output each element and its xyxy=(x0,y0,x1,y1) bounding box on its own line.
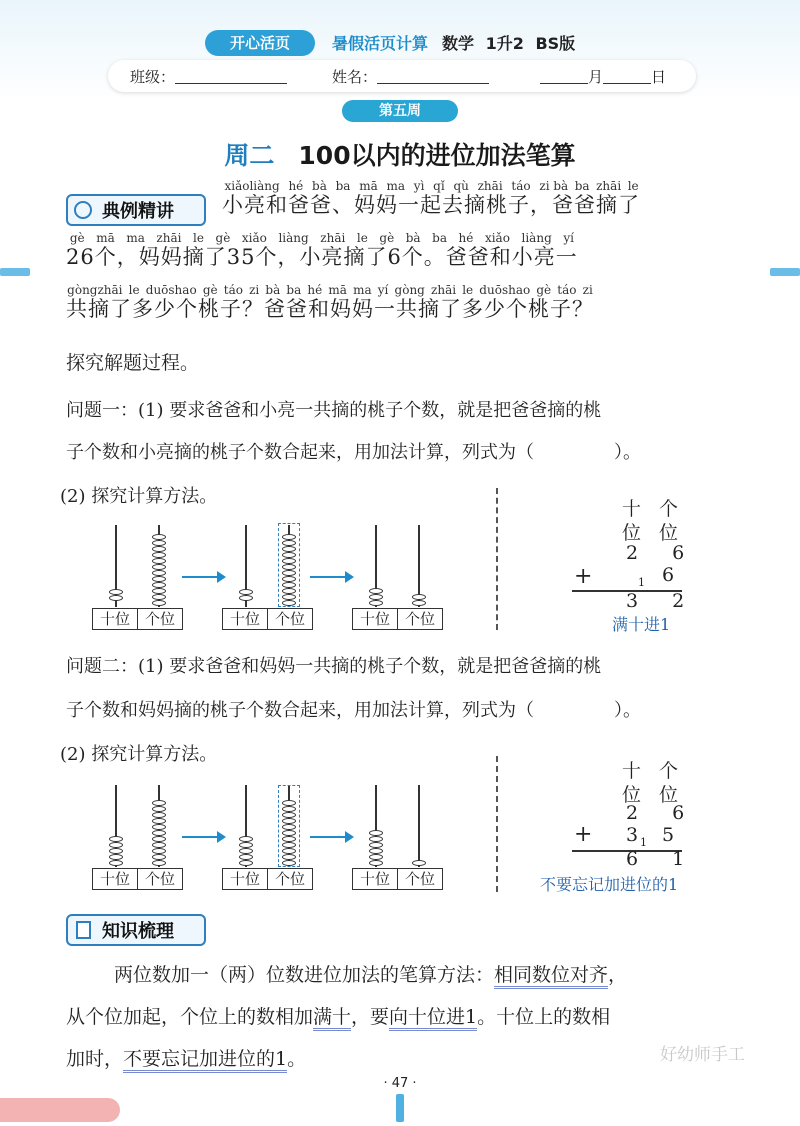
abacus-bead xyxy=(282,854,296,860)
abacus-bead xyxy=(152,860,166,866)
abacus-bead xyxy=(109,848,123,854)
abacus-ones-label: 个位 xyxy=(397,868,443,890)
class-field[interactable] xyxy=(130,66,287,87)
abacus-bead xyxy=(152,546,166,552)
abacus-tens-label: 十位 xyxy=(352,608,398,630)
example-line-1 xyxy=(222,180,742,219)
knowledge-text: ， xyxy=(608,964,628,986)
day-label: 日 xyxy=(651,68,667,86)
book-meta xyxy=(442,31,575,54)
q2-calc-result: 6 1 xyxy=(626,848,699,870)
title-day: 周二 xyxy=(224,141,275,170)
abacus-ones-label: 个位 xyxy=(267,868,313,890)
abacus-bead xyxy=(412,600,426,606)
example-pinyin-2: gè mā ma zhāi le gè xiǎo liàng zhāi le gè bà ba hé xiǎo liàng yí xyxy=(66,231,578,245)
q2-calc-top: 2 6 xyxy=(626,802,699,824)
q2-close-paren: ）。 xyxy=(614,700,641,721)
abacus-bead xyxy=(282,546,296,552)
abacus-bead xyxy=(152,558,166,564)
abacus-bead xyxy=(369,594,383,600)
q1-close-paren: ）。 xyxy=(614,442,641,463)
month-label: 月 xyxy=(588,68,604,86)
abacus-bead xyxy=(369,588,383,594)
knowledge-line-2 xyxy=(66,1002,756,1029)
example-text-1a: 小亮和爸爸、妈妈一起去摘桃子， xyxy=(222,193,552,217)
abacus-bead xyxy=(282,842,296,848)
day-blank[interactable] xyxy=(603,67,651,84)
q2-calc-mid-ones: 5 xyxy=(662,824,675,846)
abacus-tens-label: 十位 xyxy=(222,868,268,890)
notebook-icon xyxy=(76,921,91,939)
abacus-bead xyxy=(152,806,166,812)
abacus-bead xyxy=(282,824,296,830)
abacus-tens-label: 十位 xyxy=(352,868,398,890)
abacus-bead xyxy=(282,818,296,824)
q2-calc-carry: 1 xyxy=(640,836,647,849)
abacus-bead xyxy=(109,836,123,842)
abacus-bead xyxy=(282,830,296,836)
q2-sub2: (2) 探究计算方法。 xyxy=(60,744,218,765)
arrow-icon xyxy=(182,836,224,838)
watermark-text: 好幼师手工 xyxy=(660,1045,745,1065)
divider xyxy=(496,488,498,630)
example-text-3: 共摘了多少个桃子？爸爸和妈妈一共摘了多少个桃子？ xyxy=(66,297,594,321)
abacus-ones-label: 个位 xyxy=(137,868,183,890)
logo-text: 开心活页 xyxy=(229,34,290,52)
abacus-ones-label: 个位 xyxy=(397,608,443,630)
q1-line-2-text: 子个数和小亮摘的桃子个数合起来，用加法计算，列式为（ xyxy=(66,442,534,463)
abacus-bead xyxy=(152,854,166,860)
abacus-bead xyxy=(109,860,123,866)
example-pinyin-1b: bà ba zhāi le xyxy=(552,179,640,193)
q1-calc-result: 3 2 xyxy=(626,590,699,612)
name-field[interactable] xyxy=(332,66,489,87)
abacus-bead xyxy=(282,558,296,564)
abacus-bead xyxy=(152,836,166,842)
q1-calc-bottom: 6 xyxy=(662,564,675,586)
abacus-bead xyxy=(369,848,383,854)
q2-calc-mid-tens: 3 xyxy=(626,824,639,846)
page-number: · 47 · xyxy=(383,1076,417,1091)
abacus-bead xyxy=(412,860,426,866)
knowledge-text: 两位数加一（两）位数进位加法的笔算方法： xyxy=(114,964,495,986)
abacus-bead xyxy=(282,600,296,606)
q1-calc-carry: 1 xyxy=(638,576,645,589)
abacus-bead xyxy=(239,860,253,866)
abacus-bead xyxy=(282,800,296,806)
example-pinyin-1a: xiǎoliàng hé bà ba mā ma yì qǐ qù zhāi táo zi xyxy=(222,179,552,193)
abacus-bead xyxy=(152,830,166,836)
class-blank[interactable] xyxy=(175,67,287,84)
edition: BS版 xyxy=(535,34,576,53)
abacus-bead xyxy=(152,570,166,576)
divider xyxy=(496,756,498,892)
abacus-bead xyxy=(282,836,296,842)
abacus-bead xyxy=(369,854,383,860)
knowledge-tag xyxy=(66,914,206,946)
q1-calc-head-2: 位 位 xyxy=(622,522,685,544)
abacus-bead xyxy=(109,842,123,848)
abacus-tens-label: 十位 xyxy=(92,608,138,630)
q2-line-2-text: 子个数和妈妈摘的桃子个数合起来，用加法计算，列式为（ xyxy=(66,700,534,721)
abacus-bead xyxy=(369,830,383,836)
abacus-bead xyxy=(282,576,296,582)
knowledge-line-3 xyxy=(66,1044,756,1071)
explore-heading: 探究解题过程。 xyxy=(66,352,200,374)
abacus-bead xyxy=(282,806,296,812)
arrow-icon xyxy=(310,576,352,578)
abacus-bead xyxy=(369,836,383,842)
q1-sub2: (2) 探究计算方法。 xyxy=(60,486,218,507)
abacus-bead xyxy=(152,564,166,570)
abacus-bead xyxy=(109,854,123,860)
abacus-bead xyxy=(152,576,166,582)
abacus-bead xyxy=(282,588,296,594)
q1-calc-head-1: 十 个 xyxy=(622,498,685,520)
abacus-bead xyxy=(282,812,296,818)
abacus-bead xyxy=(282,552,296,558)
abacus-bead xyxy=(152,824,166,830)
grade: 1升2 xyxy=(485,34,524,53)
example-pinyin-3: gòngzhāi le duōshao gè táo zi bà ba hé mā ma yí gòng zhāi le duōshao gè táo zi xyxy=(66,283,594,297)
abacus-bead xyxy=(152,588,166,594)
abacus-bead xyxy=(282,570,296,576)
name-label: 姓名： xyxy=(332,68,378,86)
abacus-bead xyxy=(152,534,166,540)
abacus-bead xyxy=(239,854,253,860)
abacus-bead xyxy=(282,860,296,866)
class-label: 班级： xyxy=(130,68,176,86)
abacus-bead xyxy=(282,564,296,570)
knowledge-text: 从个位加起，个位上的数相加 xyxy=(66,1006,314,1028)
example-line-3 xyxy=(66,284,746,323)
arrow-icon xyxy=(310,836,352,838)
abacus-bead xyxy=(282,848,296,854)
abacus-bead xyxy=(282,540,296,546)
page-marker xyxy=(396,1094,404,1122)
q2-calc-head-1: 十 个 xyxy=(622,760,685,782)
abacus-bead xyxy=(412,594,426,600)
example-tag-label: 典例精讲 xyxy=(102,201,174,222)
abacus-bead xyxy=(282,594,296,600)
abacus-bead xyxy=(152,842,166,848)
q1-note: 满十进1 xyxy=(612,615,671,634)
abacus-bead xyxy=(152,818,166,824)
q2-calc-head-2: 位 位 xyxy=(622,784,685,806)
q1-calc-plus: + xyxy=(574,564,593,589)
abacus-bead xyxy=(239,836,253,842)
corner-logo xyxy=(0,1098,120,1122)
abacus-bead xyxy=(152,540,166,546)
abacus-bead xyxy=(369,860,383,866)
knowledge-key-point: 不要忘记加进位的1 xyxy=(123,1048,287,1073)
abacus-bead xyxy=(239,848,253,854)
knowledge-text: ，要 xyxy=(351,1006,390,1028)
week-badge: 第五周 xyxy=(342,100,458,122)
abacus-ones-label: 个位 xyxy=(137,608,183,630)
knowledge-text: 加时， xyxy=(66,1048,124,1070)
q2-note: 不要忘记加进位的1 xyxy=(540,875,679,894)
abacus-ones-label: 个位 xyxy=(267,608,313,630)
right-edge-tab xyxy=(770,268,800,276)
knowledge-tag-label: 知识梳理 xyxy=(102,921,174,942)
knowledge-key-point: 向十位进1 xyxy=(389,1006,477,1031)
abacus-bead xyxy=(152,848,166,854)
book-title: 暑假活页计算 xyxy=(332,34,429,53)
example-tag xyxy=(66,194,206,226)
subject: 数学 xyxy=(442,34,475,53)
abacus-bead xyxy=(282,582,296,588)
q1-line-2 xyxy=(66,438,746,464)
example-line-2 xyxy=(66,232,746,271)
abacus-bead xyxy=(239,842,253,848)
date-field[interactable] xyxy=(540,66,666,87)
brand-logo xyxy=(205,30,315,56)
example-text-2: 26个，妈妈摘了35个，小亮摘了6个。爸爸和小亮一 xyxy=(66,245,578,269)
abacus-bead xyxy=(152,800,166,806)
month-blank[interactable] xyxy=(540,67,588,84)
q2-line-2 xyxy=(66,696,746,722)
abacus-bead xyxy=(152,812,166,818)
title-topic: 100以内的进位加法笔算 xyxy=(298,141,576,170)
abacus-tens-label: 十位 xyxy=(222,608,268,630)
abacus-bead xyxy=(152,594,166,600)
abacus-tens-label: 十位 xyxy=(92,868,138,890)
name-blank[interactable] xyxy=(377,67,489,84)
q1-calc-top: 2 6 xyxy=(626,542,699,564)
abacus-bead xyxy=(152,582,166,588)
q1-line-1: 问题一：(1) 要求爸爸和小亮一共摘的桃子个数，就是把爸爸摘的桃 xyxy=(66,400,602,421)
page-title xyxy=(0,136,800,172)
knowledge-key-point: 满十 xyxy=(313,1006,351,1031)
abacus-bead xyxy=(369,600,383,606)
knowledge-key-point: 相同数位对齐 xyxy=(494,964,608,989)
knowledge-text: 。 xyxy=(287,1048,307,1070)
q2-line-1: 问题二：(1) 要求爸爸和妈妈一共摘的桃子个数，就是把爸爸摘的桃 xyxy=(66,656,602,677)
knowledge-text: 。十位上的数相 xyxy=(477,1006,611,1028)
abacus-bead xyxy=(152,552,166,558)
knowledge-line-1 xyxy=(114,960,754,987)
left-edge-tab xyxy=(0,268,30,276)
magnifier-icon xyxy=(74,201,92,219)
arrow-icon xyxy=(182,576,224,578)
example-text-1b: 爸爸摘了 xyxy=(552,193,640,217)
abacus-bead xyxy=(282,534,296,540)
q2-calc-plus: + xyxy=(574,822,593,847)
abacus-bead xyxy=(152,600,166,606)
abacus-bead xyxy=(369,842,383,848)
